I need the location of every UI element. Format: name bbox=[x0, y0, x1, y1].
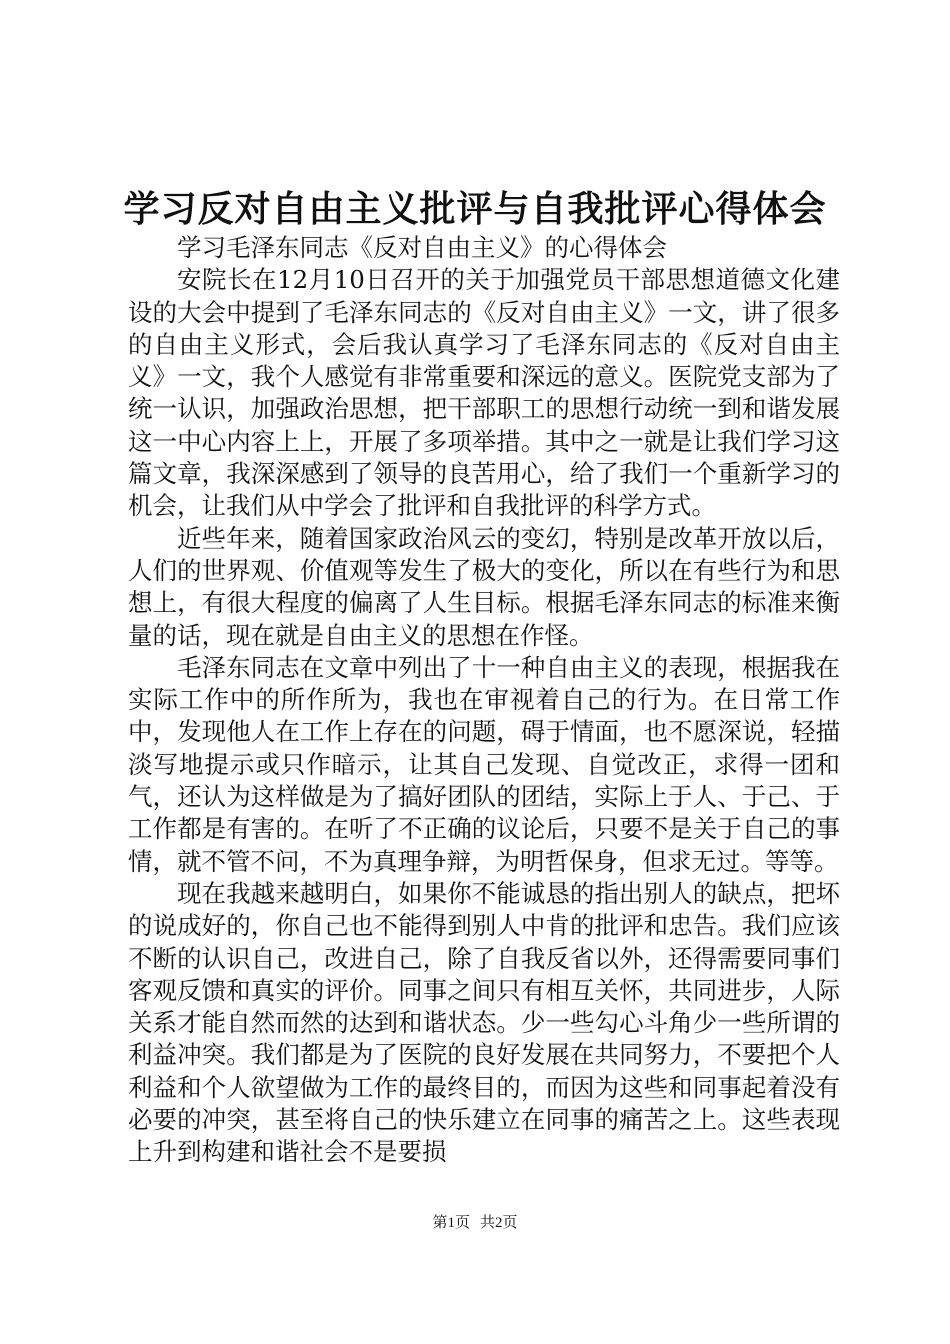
document-body bbox=[128, 232, 840, 1169]
body-paragraph: 现在我越来越明白，如果你不能诚恳的指出别人的缺点，把坏的说成好的，你自己也不能得到别人中肯的批评和忠告。我们应该不断的认识自己，改进自己，除了自我反省以外，还得需要同事们客观反馈和真实的评价。同事之间只有相互关怀，共同进步，人际关系才能自然而然的达到和谐状态。少一些勾心斗角少一些所谓的利益冲突。我们都是为了医院的良好发展在共同努力，不要把个人利益和个人欲望做为工作的最终目的，而因为这些和同事起着没有必要的冲突，甚至将自己的快乐建立在同事的痛苦之上。这些表现上升到构建和谐社会不是要损 bbox=[128, 878, 840, 1167]
document-subtitle: 学习毛泽东同志《反对自由主义》的心得体会 bbox=[177, 233, 667, 262]
document-title: 学习反对自由主义批评与自我批评心得体会 bbox=[123, 188, 827, 230]
page-footer bbox=[0, 1212, 950, 1234]
page-total: 共2页 bbox=[480, 1215, 518, 1231]
body-paragraph: 近些年来，随着国家政治风云的变幻，特别是改革开放以后，人们的世界观、价值观等发生了极大的变化，所以在有些行为和思想上，有很大程度的偏离了人生目标。根据毛泽东同志的标准来衡量的话，现在就是自由主义的思想在作怪。 bbox=[128, 523, 840, 650]
page-number: 第1页 bbox=[432, 1215, 470, 1231]
body-paragraph: 毛泽东同志在文章中列出了十一种自由主义的表现，根据我在实际工作中的所作所为，我也在审视着自己的行为。在日常工作中，发现他人在工作上存在的问题，碍于情面，也不愿深说，轻描淡写地提示或只作暗示，让其自己发现、自觉改正，求得一团和气，还认为这样做是为了搞好团队的团结，实际上于人、于己、于工作都是有害的。在听了不正确的议论后，只要不是关于自己的事情，就不管不问，不为真理争辩，为明哲保身，但求无过。等等。 bbox=[128, 652, 840, 876]
body-paragraph: 安院长在12月10日召开的关于加强党员干部思想道德文化建设的大会中提到了毛泽东同志的《反对自由主义》一文，讲了很多的自由主义形式，会后我认真学习了毛泽东同志的《反对自由主义》一文，我个人感觉有非常重要和深远的意义。医院党支部为了统一认识，加强政治思想，把干部职工的思想行动统一到和谐发展这一中心内容上上，开展了多项举措。其中之一就是让我们学习这篇文章，我深深感到了领导的良苦用心，给了我们一个重新学习的机会，让我们从中学会了批评和自我批评的科学方式。 bbox=[128, 265, 840, 521]
